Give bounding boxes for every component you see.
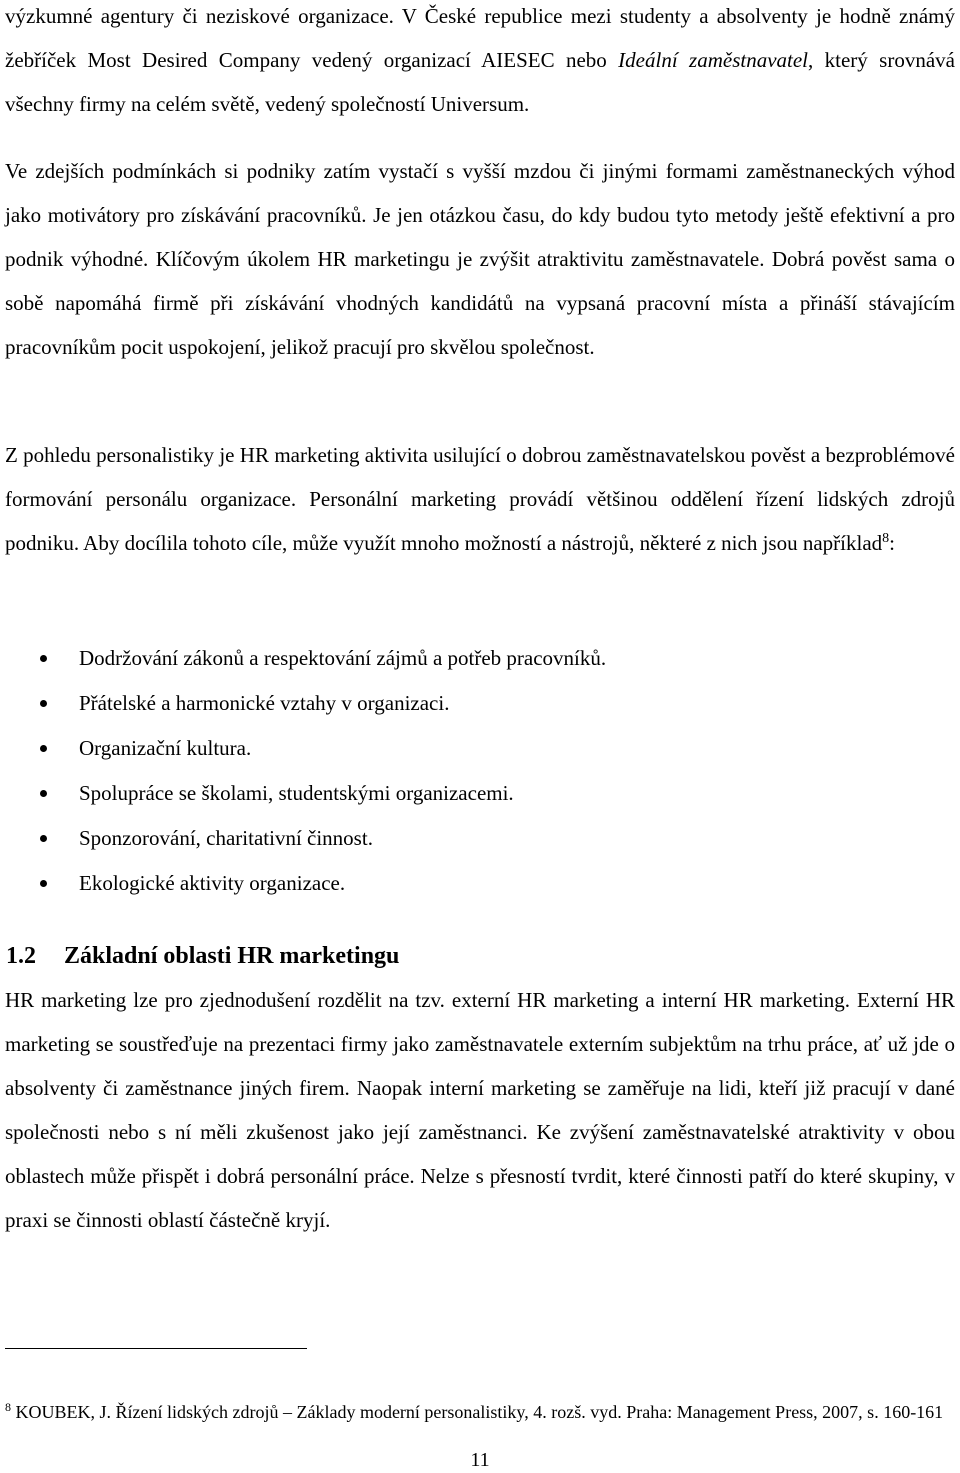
section-heading [6, 936, 399, 976]
paragraph-intro [5, 0, 955, 126]
list-item-text: Dodržování zákonů a respektování zájmů a potřeb pracovníků. [79, 646, 607, 670]
paragraph-hr-marketing-colon: : [889, 531, 895, 555]
list-item-text: Přátelské a harmonické vztahy v organizaci. [79, 691, 450, 715]
bullet-icon [40, 880, 47, 887]
paragraph-intro-text-a: výzkumné agentury či neziskové organizace. V České republice mezi studenty a absolventy je hodně známý žebříček Most Desired Company vedený organizací AIESEC nebo [5, 4, 955, 72]
bullet-icon [40, 790, 47, 797]
section-number: 1.2 [6, 943, 36, 969]
paragraph-intro-text-c: , který srovnává všechny firmy na celém světě, vedený společností Universum. [5, 48, 955, 116]
paragraph-external-internal: HR marketing lze pro zjednodušení rozdělit na tzv. externí HR marketing a interní HR marketing. Externí HR marketing se soustřeďuje na prezentaci firmy jako zaměstnavatele externím subjektům na trhu práce, ať už jde o absolventy či zaměstnance jiných firem. Naopak interní marketing se zaměřuje na lidi, kteří již pracují v dané společnosti nebo s ní měli zkušenost jako její zaměstnanci. Ke zvýšení zaměstnavatelské atraktivity v obou oblastech může přispět i dobrá personální práce. Nelze s přesností tvrdit, které činnosti patří do které skupiny, v praxi se činnosti oblastí částečně kryjí. [5, 988, 955, 1232]
list-item-text: Spolupráce se školami, studentskými organizacemi. [79, 781, 514, 805]
footnote-text: KOUBEK, J. Řízení lidských zdrojů – Základy moderní personalistiky, 4. rozš. vyd. Praha: Management Press, 2007, s. 160-161 [11, 1402, 944, 1422]
list-item-text: Sponzorování, charitativní činnost. [79, 826, 373, 850]
list-item [0, 726, 950, 771]
tools-bullet-list [0, 636, 950, 906]
list-item-text: Ekologické aktivity organizace. [79, 871, 346, 895]
list-item-text: Organizační kultura. [79, 736, 252, 760]
bullet-icon [40, 745, 47, 752]
footnote-reference[interactable]: 8 [882, 531, 890, 546]
footnote-number: 8 [5, 1400, 11, 1414]
paragraph-hr-marketing-text: Z pohledu personalistiky je HR marketing aktivita usilující o dobrou zaměstnavatelskou pověst a bezproblémové formování personálu organizace. Personální marketing provádí většinou oddělení řízení lidských zdrojů podniku. Aby docílila tohoto cíle, může využít mnoho možností a nástrojů, některé z nich jsou například [5, 443, 955, 555]
bullet-icon [40, 655, 47, 662]
bullet-icon [40, 835, 47, 842]
footnote-separator [5, 1348, 307, 1349]
paragraph-motivation: Ve zdejších podmínkách si podniky zatím vystačí s vyšší mzdou či jinými formami zaměstnaneckých výhod jako motivátory pro získávání pracovníků. Je jen otázkou času, do kdy budou tyto metody ještě efektivní a pro podnik výhodné. Klíčovým úkolem HR marketingu je zvýšit atraktivitu zaměstnavatele. Dobrá pověst sama o sobě napomáhá firmě při získávání vhodných kandidátů na vypsaná pracovní místa a přináší stávajícím pracovníkům pocit uspokojení, jelikož pracují pro skvělou společnost. [5, 159, 955, 359]
bullet-icon [40, 700, 47, 707]
list-item [0, 681, 950, 726]
section-title: Základní oblasti HR marketingu [64, 943, 400, 969]
list-item [0, 861, 950, 906]
list-item [0, 636, 950, 681]
footnote [5, 1400, 955, 1425]
list-item [0, 816, 950, 861]
list-item [0, 771, 950, 816]
paragraph-hr-marketing [5, 433, 955, 565]
paragraph-intro-italic: Ideální zaměstnavatel [618, 48, 809, 72]
page-number: 11 [470, 1449, 490, 1471]
